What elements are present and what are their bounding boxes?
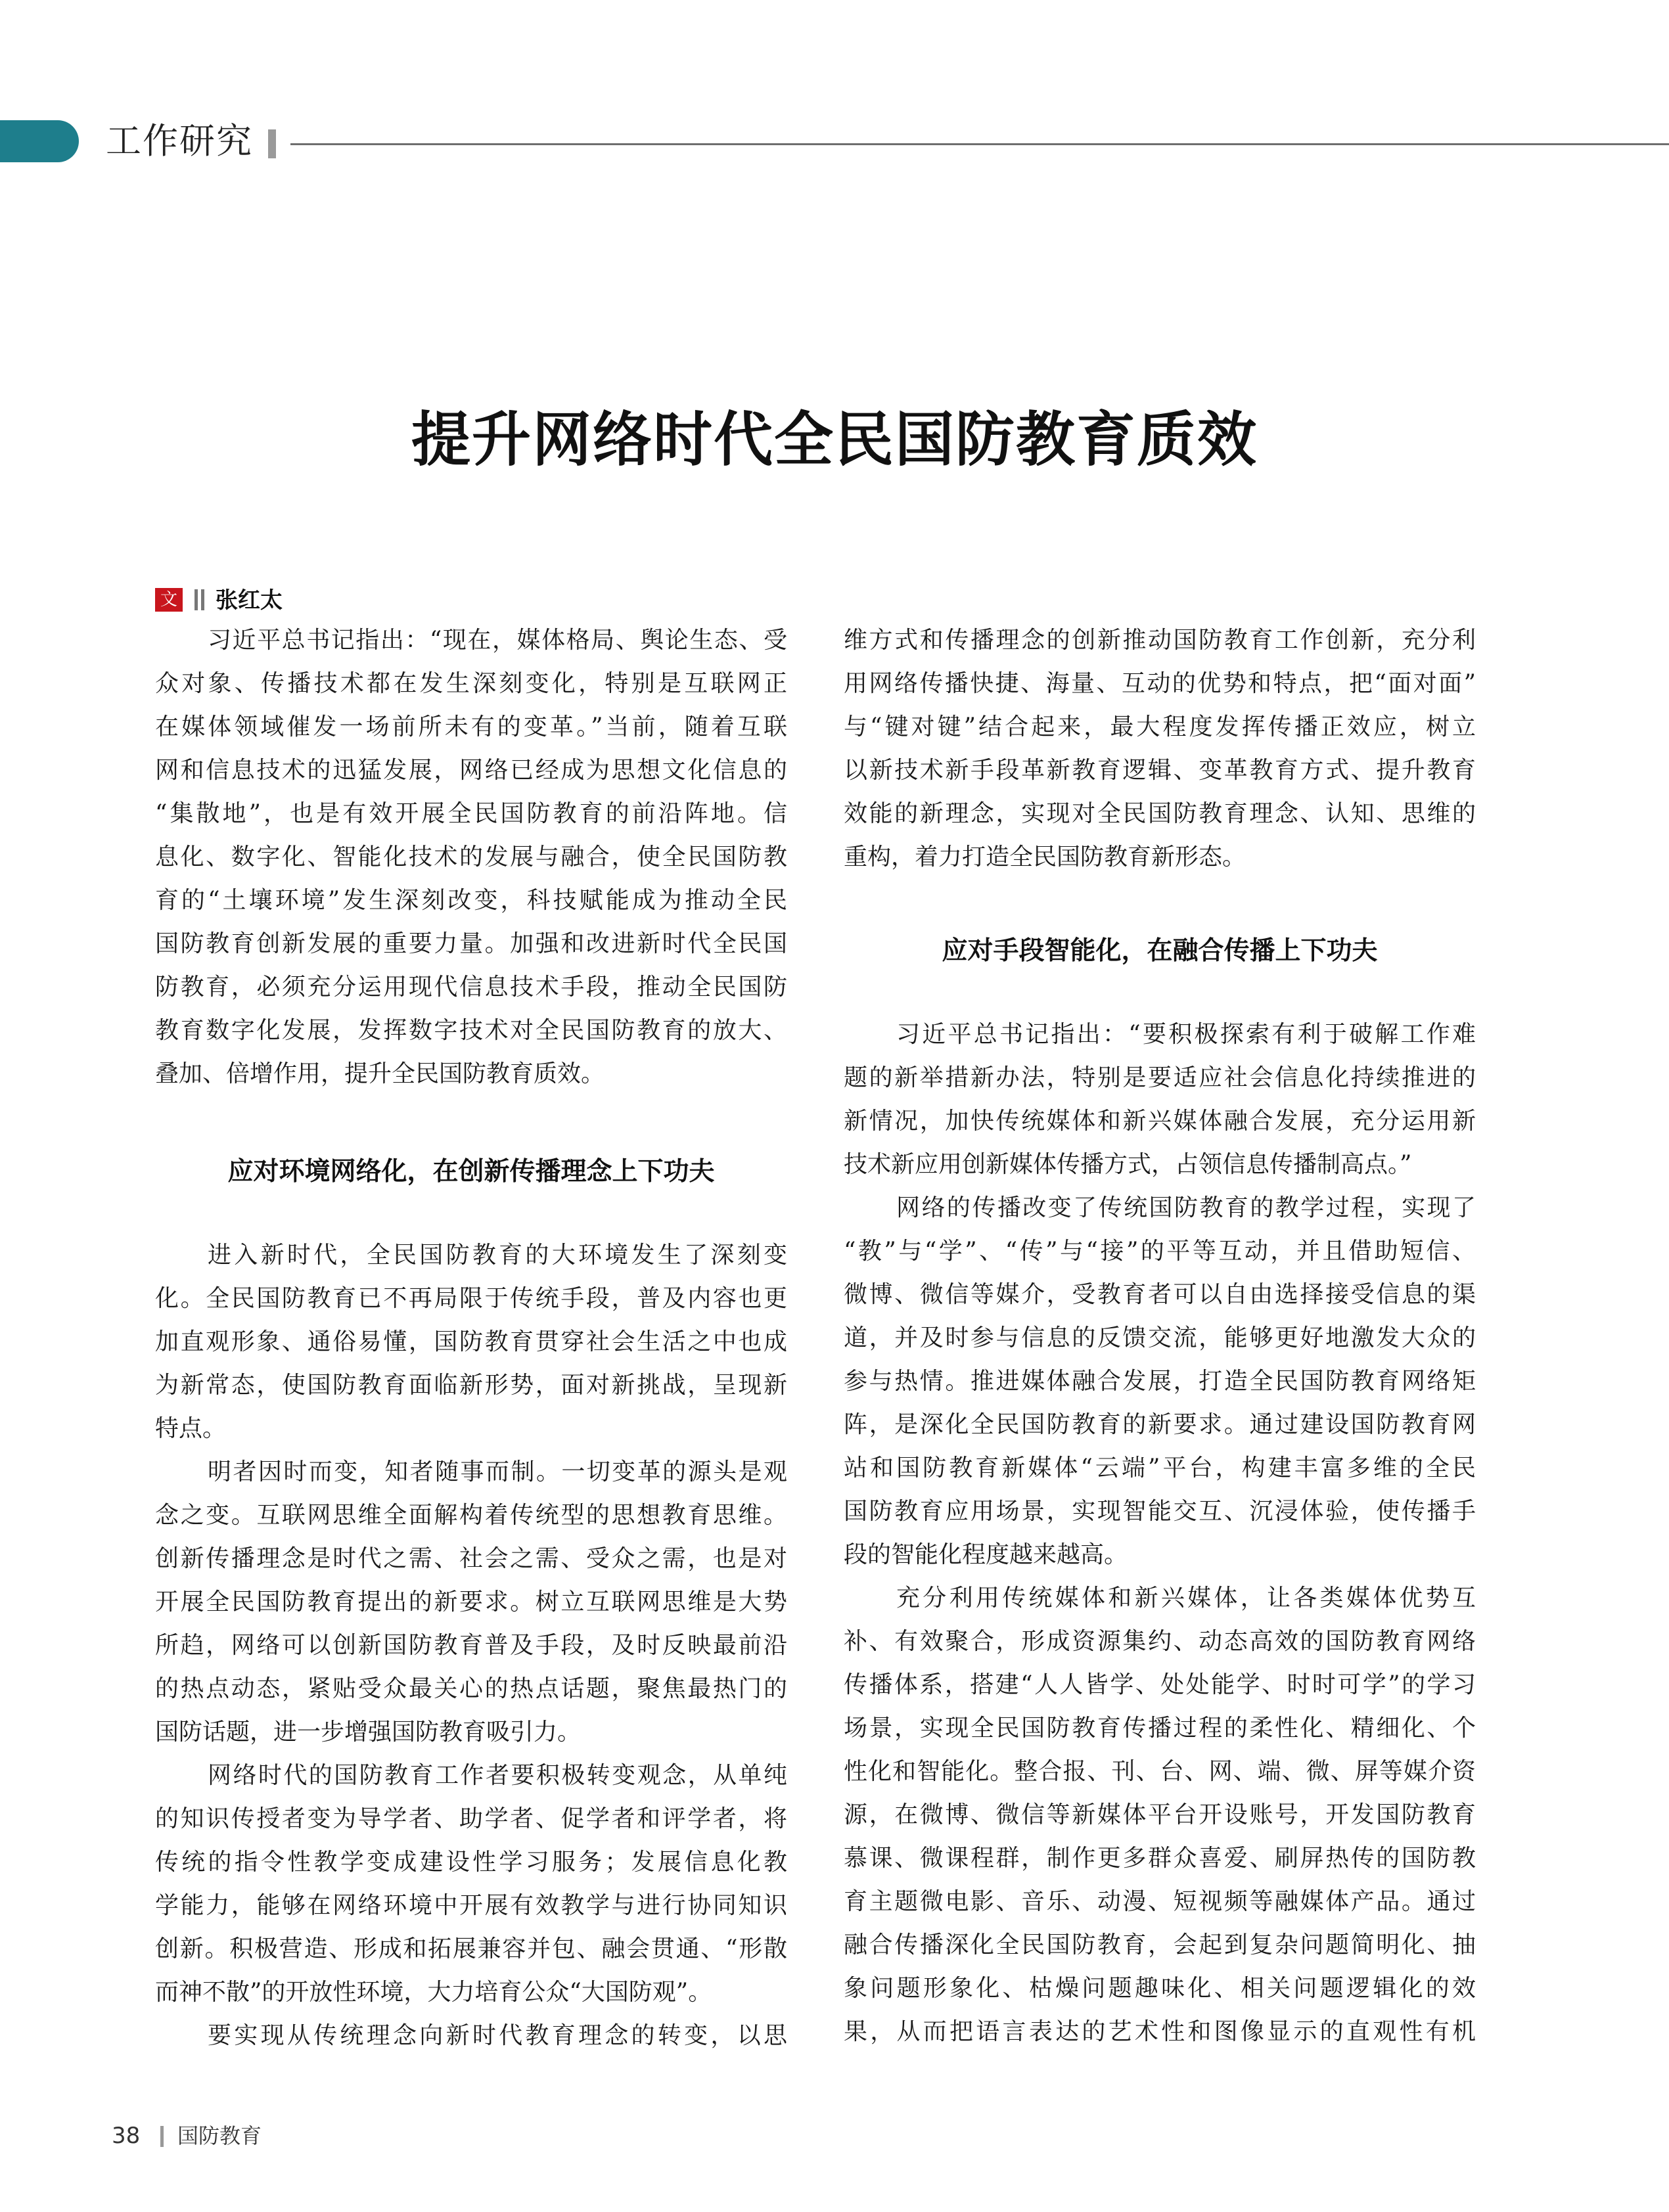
body-line: 念之变。互联网思维全面解构着传统型的思想教育思维。 [155,1502,787,1529]
body-line: 象问题形象化、枯燥问题趣味化、相关问题逻辑化的效 [844,1975,1476,2002]
body-line: 叠加、倍增作用，提升全民国防教育质效。 [155,1060,605,1087]
section-label: 工作研究 [106,120,253,162]
body-line: 维方式和传播理念的创新推动国防教育工作创新，充分利 [844,627,1476,654]
body-line: 果，从而把语言表达的艺术性和图像显示的直观性有机 [844,2018,1476,2045]
body-line: 用网络传播快捷、海量、互动的优势和特点，把“面对面” [844,670,1476,697]
body-line: 化。全民国防教育已不再局限于传统手段，普及内容也更 [155,1285,787,1312]
body-line: 道，并及时参与信息的反馈交流，能够更好地激发大众的 [844,1324,1476,1351]
body-line: 为新常态，使国防教育面临新形势，面对新挑战，呈现新 [155,1372,787,1399]
author-name: 张红太 [216,587,283,614]
body-line: “教”与“学”、“传”与“接”的平等互动，并且借助短信、 [844,1238,1476,1265]
body-line: 效能的新理念，实现对全民国防教育理念、认知、思维的 [844,800,1476,827]
body-line: 技术新应用创新媒体传播方式，占领信息传播制高点。” [844,1151,1412,1178]
body-line: 题的新举措新办法，特别是要适应社会信息化持续推进的 [844,1064,1476,1091]
body-line: 与“键对键”结合起来，最大程度发挥传播正效应，树立 [844,713,1476,740]
body-line: 众对象、传播技术都在发生深刻变化，特别是互联网正 [155,670,787,697]
body-line: 站和国防教育新媒体“云端”平台，构建丰富多维的全民 [844,1455,1476,1481]
body-line: 补、有效聚合，形成资源集约、动态高效的国防教育网络 [844,1628,1476,1655]
body-line: 参与热情。推进媒体融合发展，打造全民国防教育网络矩 [844,1368,1476,1395]
section-heading: 应对环境网络化，在创新传播理念上下功夫 [227,1157,715,1186]
body-line: 慕课、微课程群，制作更多群众喜爱、刷屏热传的国防教 [844,1845,1476,1872]
body-line: 网络时代的国防教育工作者要积极转变观念，从单纯 [208,1762,787,1789]
magazine-name: 国防教育 [177,2123,262,2148]
body-line: 传统的指令性教学变成建设性学习服务；发展信息化教 [155,1849,787,1876]
body-line: 的热点动态，紧贴受众最关心的热点话题，聚焦最热门的 [155,1675,787,1702]
body-line: 息化、数字化、智能化技术的发展与融合，使全民国防教 [155,844,787,870]
byline-tag: 文 [155,588,183,612]
body-line: 开展全民国防教育提出的新要求。树立互联网思维是大势 [155,1589,787,1615]
body-line: 性化和智能化。整合报、刊、台、网、端、微、屏等媒介资 [844,1758,1476,1785]
body-line: 网和信息技术的迅猛发展，网络已经成为思想文化信息的 [155,757,787,784]
body-line: 国防教育应用场景，实现智能交互、沉浸体验，使传播手 [844,1498,1476,1525]
byline-divider [201,589,204,610]
section-divider [268,129,276,158]
section-heading: 应对手段智能化，在融合传播上下功夫 [942,936,1378,966]
body-line: 源，在微博、微信等新媒体平台开设账号，开发国防教育 [844,1801,1476,1828]
body-line: 加直观形象、通俗易懂，国防教育贯穿社会生活之中也成 [155,1328,787,1355]
body-line: 要实现从传统理念向新时代教育理念的转变，以思 [208,2022,787,2049]
body-line: 习近平总书记指出：“要积极探索有利于破解工作难 [896,1021,1476,1048]
body-line: 微博、微信等媒介，受教育者可以自由选择接受信息的渠 [844,1281,1476,1308]
header-rule [290,143,1669,145]
body-line: 进入新时代，全民国防教育的大环境发生了深刻变 [208,1242,787,1269]
body-line: 重构，着力打造全民国防教育新形态。 [844,844,1246,870]
body-line: 创新传播理念是时代之需、社会之需、受众之需，也是对 [155,1545,787,1572]
body-line: 创新。积极营造、形成和拓展兼容并包、融会贯通、“形散 [155,1935,787,1962]
footer-divider [160,2126,164,2147]
body-line: 学能力，能够在网络环境中开展有效教学与进行协同知识 [155,1892,787,1919]
body-line: 新情况，加快传统媒体和新兴媒体融合发展，充分运用新 [844,1108,1476,1135]
body-line: 教育数字化发展，发挥数字技术对全民国防教育的放大、 [155,1017,787,1044]
body-line: 场景，实现全民国防教育传播过程的柔性化、精细化、个 [844,1715,1476,1742]
body-line: 传播体系，搭建“人人皆学、处处能学、时时可学”的学习 [844,1671,1476,1698]
body-line: 防教育，必须充分运用现代信息技术手段，推动全民国防 [155,974,787,1001]
body-line: 充分利用传统媒体和新兴媒体，让各类媒体优势互 [896,1585,1476,1612]
body-line: 以新技术新手段革新教育逻辑、变革教育方式、提升教育 [844,757,1476,784]
body-line: 而神不散”的开放性环境，大力培育公众“大国防观”。 [155,1979,712,2006]
body-line: 习近平总书记指出：“现在，媒体格局、舆论生态、受 [208,627,787,654]
body-line: 特点。 [155,1415,227,1442]
body-line: 融合传播深化全民国防教育，会起到复杂问题简明化、抽 [844,1931,1476,1958]
body-line: 在媒体领域催发一场前所未有的变革。”当前，随着互联 [155,713,787,740]
body-line: 国防话题，进一步增强国防教育吸引力。 [155,1719,582,1746]
page-number: 38 [112,2123,141,2149]
body-line: 育的“土壤环境”发生深刻改变，科技赋能成为推动全民 [155,887,787,914]
body-line: 的知识传授者变为导学者、助学者、促学者和评学者，将 [155,1805,787,1832]
body-line: 明者因时而变，知者随事而制。一切变革的源头是观 [208,1458,787,1485]
body-line: 育主题微电影、音乐、动漫、短视频等融媒体产品。通过 [844,1888,1476,1915]
body-line: 网络的传播改变了传统国防教育的教学过程，实现了 [896,1194,1476,1221]
section-color-tab [0,120,79,162]
article-title: 提升网络时代全民国防教育质效 [411,405,1258,474]
body-line: “集散地”，也是有效开展全民国防教育的前沿阵地。信 [155,800,787,827]
byline-divider [194,589,198,610]
body-line: 所趋，网络可以创新国防教育普及手段，及时反映最前沿 [155,1632,787,1659]
body-line: 国防教育创新发展的重要力量。加强和改进新时代全民国 [155,930,787,957]
body-line: 阵，是深化全民国防教育的新要求。通过建设国防教育网 [844,1411,1476,1438]
body-line: 段的智能化程度越来越高。 [844,1541,1128,1568]
